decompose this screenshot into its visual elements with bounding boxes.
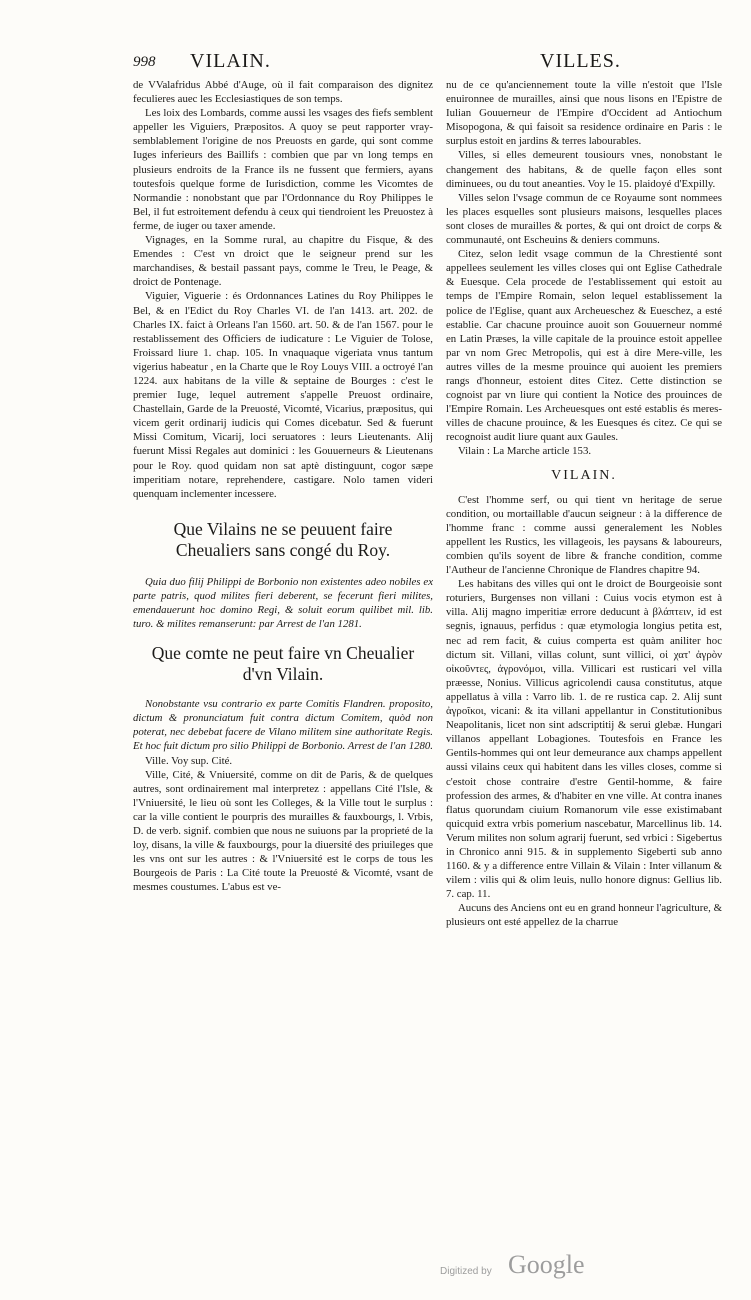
- paragraph: Citez, selon ledit vsage commun de la Chrestienté sont appellees seulement les villes closes qui ont Eglise Cathedrale & Euesque. Cela procede de l'establissement qui estoit au temps de l'Empire Romain, selon lequel establissement la police de l'Eglise, quant aux Archeueschez & Eueschez, a esté establie. Car chacune prouince auoit son Gouuerneur nommé en Latin Præses, la ville capitale de la prouince estoit appellee par vn nom Grec Metropolis, qui est à dire Mere-ville, les autres villes de la mesme prouince qui auoient les premiers rangs d'honneur, estoient dites Citez. Cette distinction se cognoist par vn liure qui contient la Notice des prouinces de l'Empire Romain. Les Archeuesques ont esté establis és meres-villes de chacune prouince, & les Euesques és citez. Ce qui se recognoist audit liure quant aux Gaules.: [446, 248, 722, 444]
- page-number: 998: [133, 54, 156, 70]
- entry-heading: VILAIN.: [551, 467, 617, 483]
- paragraph: de VValafridus Abbé d'Auge, où il fait comparaison des dignitez feculieres auec les Ecclesiastiques de son temps.: [133, 79, 433, 106]
- paragraph: C'est l'homme serf, ou qui tient vn heritage de serue condition, ou mortaillable d'aucun seigneur : à la difference de l'homme franc : comme aussi generalement les Nobles appellent les Rustics, les villageois, les paysans & laboureurs, combien qu'ils soyent de libre & franche condition, comme l'Autheur de l'ancienne Chronique de Flandres chapitre 94.: [446, 493, 722, 577]
- watermark-digitized-by: Digitized by: [440, 1266, 492, 1277]
- paragraph: Nonobstante vsu contrario ex parte Comitis Flandren. proposito, dictum & pronunciatum fuit contra dictum Comitem, quòd non poterat, nec debebat facere de Vilano militem sine authoritate Regis. Et hoc fuit dictum pro silio Philippi de Borbonio. Arrest de l'an 1280.: [133, 698, 433, 753]
- paragraph: Villes selon l'vsage commun de ce Royaume sont nommees les places esquelles sont plusieurs maisons, lesquelles places sont closes de murailles & portes, & qui ont droict de corps & communauté, ont Escheuins & deniers communs.: [446, 191, 722, 247]
- watermark-google-logo: Google: [508, 1250, 585, 1279]
- paragraph: Ville, Cité, & Vniuersité, comme on dit de Paris, & de quelques autres, sont ordinairement mal interpretez : appellans Cité l'Isle, & l'Vniuersité, le lieu où sont les Colleges, & la Ville tout le surplus : car la ville contient le pourpris des murailles & fauxbourgs, l. Vrbis, D. de verb. signif. combien que nous ne suiuons par la proprieté de la loy, disans, la ville & fauxbourgs, pour la diuersité des priuileges que les vns ont sur les autres : & l'Vniuersité est le corps de tous les Bourgeois de Paris : La Cité toute la Preuosté & Vicomté, vsant de mesmes coustumes. L'abus est ve-: [133, 768, 433, 894]
- paragraph: Vignages, en la Somme rural, au chapitre du Fisque, & des Emendes : C'est vn droict que le seigneur prend sur les marchandises, & bestail passant pays, comme le Treu, le Peage, & droict de Pontenage.: [133, 234, 433, 289]
- paragraph: Villes, si elles demeurent tousiours vnes, nonobstant le changement des habitans, & de quelle façon elles sont diminuees, ou du tout aneanties. Voy le 15. plaidoyé d'Expilly.: [446, 149, 722, 190]
- paragraph: Aucuns des Anciens ont eu en grand honneur l'agriculture, & plusieurs ont esté appellez de la charrue: [446, 902, 722, 929]
- paragraph: Quia duo filij Philippi de Borbonio non existentes adeo nobiles ex parte patris, quod milites fieri deberent, se fecerunt fieri milites, emendauerunt hoc domino Regi, & soluit eorum quilibet mil. lib. turo. & milites remanserunt: par Arrest de l'an 1281.: [133, 575, 433, 631]
- paragraph: Vilain : La Marche article 153.: [458, 445, 592, 458]
- section-heading: Que Vilains ne se peuuent faire Cheualiers sans congé du Roy.: [173, 518, 393, 560]
- paragraph: Viguier, Viguerie : és Ordonnances Latines du Roy Philippes le Bel, & en l'Edict du Roy Charles VI. de l'an 1413. art. 202. de Charles IX. faict à Orleans l'an 1560. art. 50. & de l'an 1567. pour le restablissement des Officiers de iudicature : Le Viguier de Tolose, Froissard liure 1. chap. 105. In vnaquaque vigeriata vnus tantum vigerius habeatur , en la Charte que le Roy Louys VIII. a octroyé l'an 1224. aux habitans de la ville & septaine de Bourges : c'est le premier Iuge, lequel autrement s'appelle Preuost ordinaire, Chastellain, Garde de la Preuosté, Vicomté, Vicarius, præpositus, qui vicem gerit ordinarij iudicis qui Comes dicebatur. Sed & fuerunt Missi Comitum, Vicarij, loci seruatores : leurs Lieutenants. Alij fuerunt Missi Regales aut dominici : les Gouuerneurs & Lieutenans pour le Roy. quod quidam non sat aptè distinguunt, cogor sæpe imperitiam notare, reprehendere, castigare. Nolo tamen videri quenquam inclementer incessere.: [133, 290, 433, 500]
- paragraph: nu de ce qu'anciennement toute la ville n'estoit que l'Isle enuironnee de murailles, ainsi que nous lisons en l'Epistre de Iulian Gouuerneur de l'Empire d'Occident ad Antiochum Misopogona, & qui faisoit sa residence ordinaire en Paris : le surplus estoit en jardins & terres labourables.: [446, 79, 722, 148]
- left-column: [133, 78, 433, 1188]
- right-column: [446, 78, 722, 1238]
- running-head-left: VILAIN.: [190, 50, 271, 72]
- section-heading: Que comte ne peut faire vn Cheualier d'vn Vilain.: [151, 643, 415, 685]
- paragraph: Les habitans des villes qui ont le droict de Bourgeoisie sont roturiers, Burgenses non villani : Cuius vocis etymon est à villa. Alij magno imperitiæ errore deducunt à βλάπτειν, id est segnis, ignauus, perfidus : quæ etymologia longius petita est, nec ad rem facit, & cuius comperta est quàm aniliter hoc dictum sit. Villani, villas colunt, sunt villici, οἱ χατ' ἀγρὸν οἰκοῦντες, ἀγρονόμοι, villa. Villicari est rusticari vel villa præesse, Nonius. Villicus agricolendi causa constitutus, atque appellatus à villa : Varro lib. 1. de re rustica cap. 2. Alij sunt ἀγροῖκοι, vicani: & ita villani appellantur in Constitutionibus Neapolitanis, licet non sint adscriptitij & serui glebæ. Hungari villanos appellant Lobagiones. Toutesfois en France les Gentils-hommes qui ont leur demeurance aux champs appellent aussi vilains ceux qui habitent dans les villes closes, comme si c'estoit chose contraire d'estre Gentil-homme, & faire profession des armes, & d'habiter en vne ville. At contra inanes flatus quorundam ciuium Romanorum vile esse existimabant quicquid extra vrbis pomerium nascebatur, Marcellinus lib. 14. Verum milites non solum agrarij fuerunt, sed vrbici : Sigebertus in Chronico anni 915. & in supplemento Sigeberti sub anno 1160. & y a difference entre Villain & Vilain : Inter villanum & vilem : vilis qui & olim leuis, nullo honore dignus: Gellius lib. 7. cap. 11.: [446, 578, 722, 901]
- running-head-right: VILLES.: [540, 50, 621, 72]
- paragraph: Ville. Voy sup. Cité.: [145, 754, 233, 767]
- google-watermark: [440, 1250, 650, 1290]
- paragraph: Les loix des Lombards, comme aussi les vsages des fiefs semblent appeller les Viguiers, Præpositos. A quoy se peut rapporter vray-semblablement l'origine de nos Preuosts en garde, qui sont comme Iuges inferieurs des Baillifs : combien que par vn long temps en plusieurs endroits de la France ils ne fussent que fermiers, ayans toutesfois quelque forme de Iurisdiction, comme les Vicomtes de Normandie : nonobstant que par l'Ordonnance du Roy Philippes le Bel, il fut estroitement defendu à ceux qui tiendroient les Preuostez à ferme, de iuger ou taxer amende.: [133, 107, 433, 232]
